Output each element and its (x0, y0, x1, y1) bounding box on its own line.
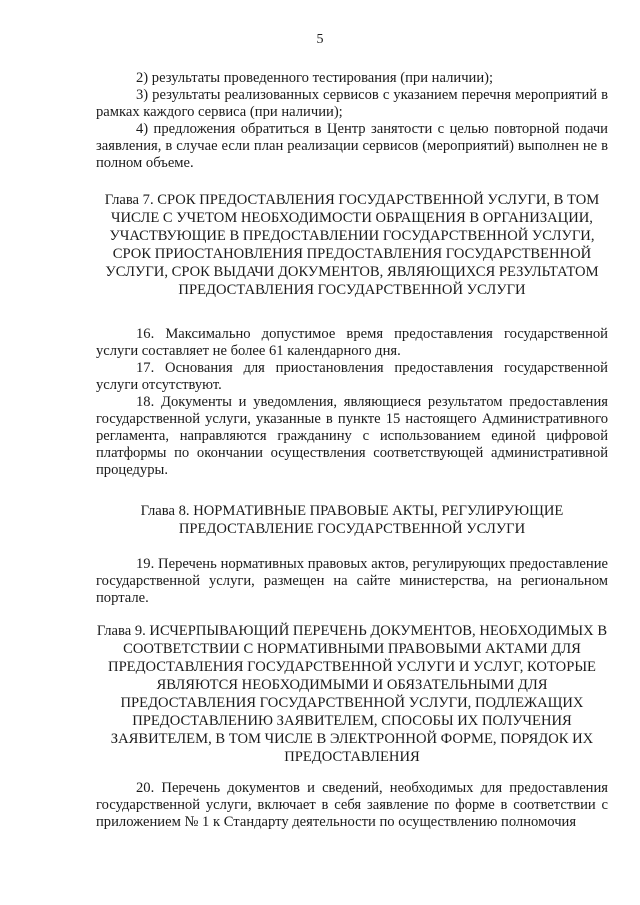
chapter-8-heading: Глава 8. НОРМАТИВНЫЕ ПРАВОВЫЕ АКТЫ, РЕГУЛИРУЮЩИЕ ПРЕДОСТАВЛЕНИЕ ГОСУДАРСТВЕННОЙ УСЛУГИ (140, 503, 564, 537)
result-list (96, 70, 608, 172)
paragraph-19: 19. Перечень нормативных правовых актов, регулирующих предоставление государственной услуги, размещен на сайте министерства, на региональном портале. (96, 556, 608, 606)
chapter-8-body (96, 556, 608, 607)
chapter-9-body (96, 780, 608, 831)
paragraph-16: 16. Максимально допустимое время предоставления государственной услуги составляет не более 61 календарного дня. (96, 326, 608, 359)
paragraph-20: 20. Перечень документов и сведений, необходимых для предоставления государственной услуги, включает в себя заявление по форме в соответствии с приложением № 1 к Стандарту деятельности по осуществлению полномочия (96, 780, 608, 830)
chapter-7-heading: Глава 7. СРОК ПРЕДОСТАВЛЕНИЯ ГОСУДАРСТВЕННОЙ УСЛУГИ, В ТОМ ЧИСЛЕ С УЧЕТОМ НЕОБХОДИМОСТИ ОБРАЩЕНИЯ В ОРГАНИЗАЦИИ, УЧАСТВУЮЩИЕ В ПРЕДОСТАВЛЕНИИ ГОСУДАРСТВЕННОЙ УСЛУГИ, СРОК ПРИОСТАНОВЛЕНИЯ ПРЕДОСТАВЛЕНИЯ ГОСУДАРСТВЕННОЙ УСЛУГИ, СРОК ВЫДАЧИ ДОКУМЕНТОВ, ЯВЛЯЮЩИХСЯ РЕЗУЛЬТАТОМ ПРЕДОСТАВЛЕНИЯ ГОСУДАРСТВЕННОЙ УСЛУГИ (104, 192, 600, 298)
list-item: 3) результаты реализованных сервисов с указанием перечня мероприятий в рамках каждого сервиса (при наличии); (96, 87, 608, 120)
list-item: 4) предложения обратиться в Центр занятости с целью повторной подачи заявления, в случае если план реализации сервисов (мероприятий) выполнен не в полном объеме. (96, 121, 608, 171)
chapter-7-body (96, 326, 608, 479)
chapter-9-heading: Глава 9. ИСЧЕРПЫВАЮЩИЙ ПЕРЕЧЕНЬ ДОКУМЕНТОВ, НЕОБХОДИМЫХ В СООТВЕТСТВИИ С НОРМАТИВНЫМИ ПРАВОВЫМИ АКТАМИ ДЛЯ ПРЕДОСТАВЛЕНИЯ ГОСУДАРСТВЕННОЙ УСЛУГИ И УСЛУГ, КОТОРЫЕ ЯВЛЯЮТСЯ НЕОБХОДИМЫМИ И ОБЯЗАТЕЛЬНЫМИ ДЛЯ ПРЕДОСТАВЛЕНИЯ ГОСУДАРСТВЕННОЙ УСЛУГИ, ПОДЛЕЖАЩИХ ПРЕДОСТАВЛЕНИЮ ЗАЯВИТЕЛЕМ, СПОСОБЫ ИХ ПОЛУЧЕНИЯ ЗАЯВИТЕЛЕМ, В ТОМ ЧИСЛЕ В ЭЛЕКТРОННОЙ ФОРМЕ, ПОРЯДОК ИХ ПРЕДОСТАВЛЕНИЯ (96, 623, 608, 765)
list-item: 2) результаты проведенного тестирования (при наличии); (136, 70, 494, 86)
paragraph-17: 17. Основания для приостановления предоставления государственной услуги отсутствуют. (96, 360, 608, 393)
page-number: 5 (316, 32, 324, 47)
paragraph-18: 18. Документы и уведомления, являющиеся результатом предоставления государственной услуги, указанные в пункте 15 настоящего Административного регламента, направляются гражданину с использованием единой цифровой платформы по окончании осуществления соответствующей административной процедуры. (96, 394, 608, 478)
